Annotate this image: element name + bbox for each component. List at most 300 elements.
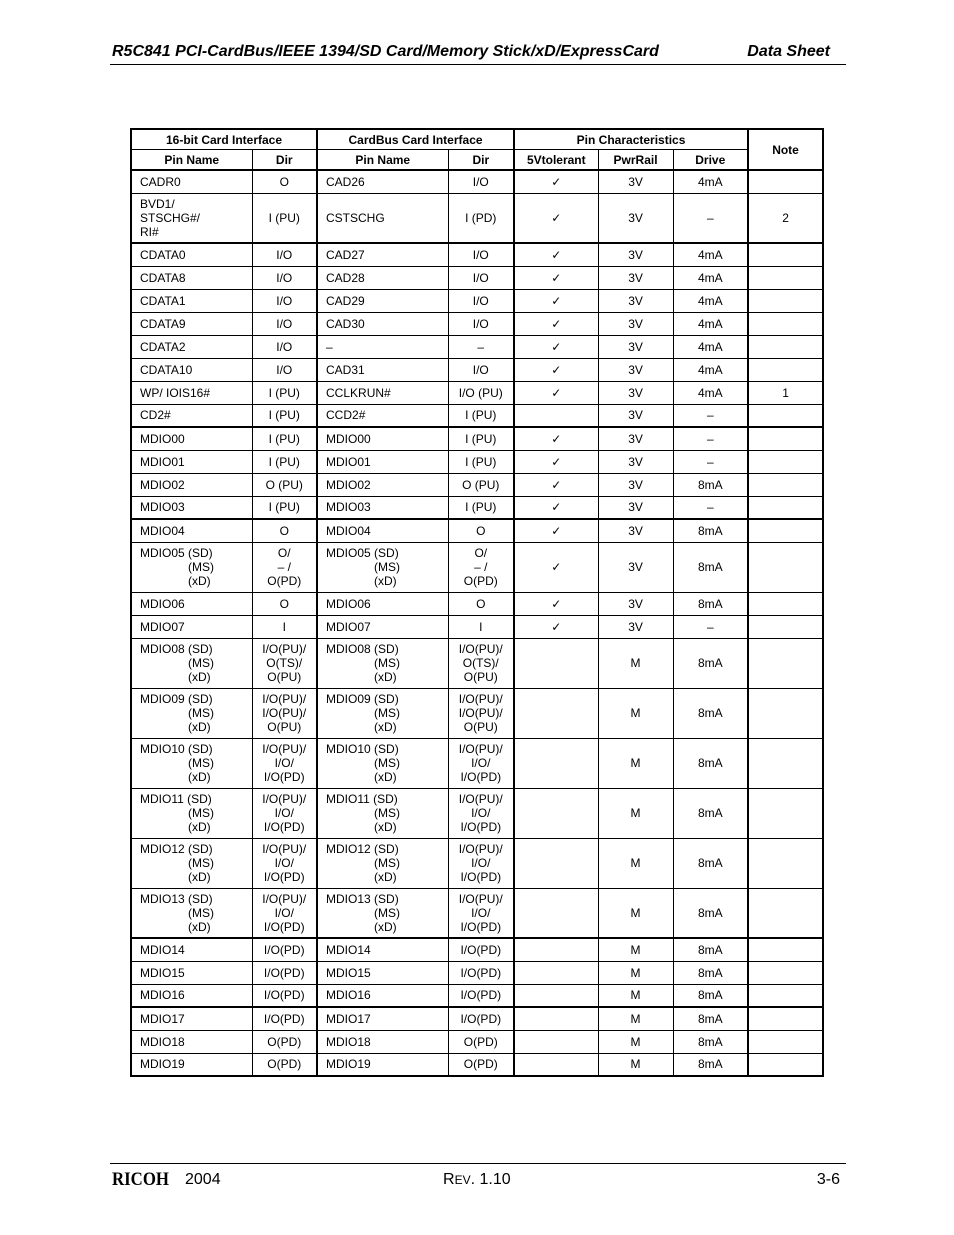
dir-16bit-line: I (PU) [268, 454, 300, 469]
tolerant-check [514, 838, 598, 888]
rev-small: EV [454, 1173, 471, 1187]
dir-cardbus-line: O [476, 596, 486, 611]
pin-name-cardbus [317, 638, 448, 688]
drive: – [673, 193, 748, 243]
dir-cardbus [448, 1030, 514, 1053]
pin-name-cardbus-line: (xD) [374, 770, 397, 784]
dir-16bit-line: I/O/ [274, 806, 294, 820]
dir-cardbus-line: I/O/ [471, 856, 491, 870]
pin-name-cardbus [317, 193, 448, 243]
pin-name-16bit [131, 838, 252, 888]
dir-16bit [252, 519, 317, 542]
note [748, 542, 823, 592]
dir-cardbus [448, 335, 514, 358]
pin-name-cardbus [317, 688, 448, 738]
pin-name-16bit [131, 170, 252, 193]
page-footer [110, 1163, 846, 1188]
pin-name-16bit-line: MDIO07 [140, 619, 185, 634]
pin-name-16bit-line: (xD) [188, 574, 211, 588]
dir-cardbus-line: I/O(PU)/ [458, 792, 503, 806]
pin-name-16bit-line: CDATA2 [140, 339, 186, 354]
pwr-rail: M [598, 838, 673, 888]
pwr-rail: 3V [598, 427, 673, 450]
drive: – [673, 496, 748, 519]
dir-cardbus [448, 938, 514, 961]
note [748, 738, 823, 788]
table-row [131, 266, 823, 289]
pin-name-cardbus [317, 496, 448, 519]
drive: 4mA [673, 289, 748, 312]
dir-cardbus-line: I (PU) [465, 454, 497, 469]
pin-name-16bit-line: (xD) [188, 770, 211, 784]
dir-cardbus-line: I (PU) [465, 431, 497, 446]
pwr-rail: M [598, 788, 673, 838]
dir-cardbus [448, 888, 514, 938]
pin-name-cardbus [317, 1030, 448, 1053]
dir-cardbus-line: – [477, 339, 485, 354]
pin-name-16bit-line: MDIO00 [140, 431, 185, 446]
pin-name-16bit [131, 615, 252, 638]
dir-16bit-line: I/O(PD) [263, 988, 305, 1003]
pin-name-16bit [131, 1007, 252, 1030]
drive: 4mA [673, 312, 748, 335]
pin-name-16bit [131, 738, 252, 788]
dir-cardbus-line: O(PU) [463, 670, 498, 684]
note [748, 1007, 823, 1030]
note [748, 1053, 823, 1076]
pin-name-16bit [131, 788, 252, 838]
dir-cardbus [448, 984, 514, 1007]
pwr-rail: 3V [598, 404, 673, 427]
note [748, 788, 823, 838]
dir-cardbus-line: O/ [474, 546, 488, 560]
note [748, 289, 823, 312]
pin-name-cardbus-line: (xD) [374, 820, 397, 834]
pin-name-cardbus-line: CSTSCHG [326, 210, 385, 225]
pin-name-cardbus [317, 381, 448, 404]
pin-name-16bit [131, 427, 252, 450]
pin-name-16bit-line: (xD) [188, 670, 211, 684]
dir-cardbus [448, 1007, 514, 1030]
pin-name-cardbus [317, 358, 448, 381]
dir-cardbus-line: – / [474, 560, 488, 574]
column-header-5vtolerant: 5Vtolerant [514, 150, 598, 171]
pin-name-cardbus [317, 170, 448, 193]
pwr-rail: 3V [598, 542, 673, 592]
dir-cardbus-line: I/O(PU)/ [458, 692, 503, 706]
dir-cardbus [448, 738, 514, 788]
dir-cardbus-line: I/O [472, 247, 489, 262]
pwr-rail: M [598, 638, 673, 688]
column-header-pwrrail: PwrRail [598, 150, 673, 171]
pwr-rail: 3V [598, 519, 673, 542]
tolerant-check [514, 738, 598, 788]
table-row [131, 1053, 823, 1076]
table-row [131, 289, 823, 312]
pin-name-16bit-line: MDIO19 [140, 1057, 185, 1072]
dir-16bit-line: O [279, 174, 289, 189]
pin-name-16bit-line: MDIO05 (SD) [140, 546, 213, 560]
tolerant-check: ✓ [514, 427, 598, 450]
pin-name-16bit-line: CDATA9 [140, 316, 186, 331]
note [748, 519, 823, 542]
pin-name-cardbus-line: – [326, 339, 333, 354]
note [748, 961, 823, 984]
tolerant-check: ✓ [514, 243, 598, 266]
drive: 4mA [673, 335, 748, 358]
table-row [131, 788, 823, 838]
tolerant-check: ✓ [514, 519, 598, 542]
pin-name-16bit [131, 381, 252, 404]
pin-name-cardbus-line: CAD28 [326, 270, 365, 285]
dir-16bit [252, 1007, 317, 1030]
dir-16bit [252, 638, 317, 688]
pin-name-16bit-line: (xD) [188, 870, 211, 884]
dir-16bit [252, 404, 317, 427]
pin-name-16bit [131, 473, 252, 496]
table-row [131, 615, 823, 638]
dir-16bit [252, 984, 317, 1007]
tolerant-check [514, 788, 598, 838]
dir-cardbus [448, 496, 514, 519]
pin-name-cardbus-line: (MS) [374, 706, 401, 720]
dir-16bit-line: I/O(PD) [263, 965, 305, 980]
pin-name-16bit [131, 1053, 252, 1076]
note [748, 312, 823, 335]
note [748, 838, 823, 888]
pin-name-cardbus [317, 888, 448, 938]
drive: 8mA [673, 519, 748, 542]
table-row [131, 984, 823, 1007]
column-header-pin-name-16bit: Pin Name [131, 150, 252, 171]
dir-16bit-line: I/O(PD) [263, 770, 305, 784]
dir-16bit-line: O (PU) [265, 477, 303, 492]
column-header-pin-name-cardbus: Pin Name [317, 150, 448, 171]
column-header-drive: Drive [673, 150, 748, 171]
pin-name-16bit-line: CDATA1 [140, 293, 186, 308]
dir-16bit-line: I [282, 619, 286, 634]
note [748, 592, 823, 615]
note [748, 473, 823, 496]
dir-16bit-line: I/O(PD) [263, 820, 305, 834]
drive: 8mA [673, 688, 748, 738]
dir-16bit-line: I/O/ [274, 756, 294, 770]
footer-revision [443, 1171, 511, 1189]
pin-name-cardbus-line: MDIO15 [326, 965, 371, 980]
dir-cardbus [448, 688, 514, 738]
pin-name-16bit-line: (MS) [188, 756, 214, 770]
pin-name-cardbus-line: MDIO02 [326, 477, 371, 492]
table-row [131, 381, 823, 404]
note [748, 335, 823, 358]
pin-name-cardbus-line: MDIO18 [326, 1034, 371, 1049]
pin-name-16bit [131, 312, 252, 335]
pin-name-cardbus-line: (MS) [374, 905, 401, 920]
pin-name-cardbus-line: (xD) [374, 574, 397, 588]
tolerant-check: ✓ [514, 615, 598, 638]
pin-name-16bit-line: CDATA10 [140, 362, 193, 377]
pin-name-cardbus-line: CAD26 [326, 174, 365, 189]
note [748, 496, 823, 519]
dir-cardbus-line: I/O(PD) [460, 965, 502, 980]
tolerant-check: ✓ [514, 473, 598, 496]
dir-16bit-line: I/O(PU)/ [262, 706, 307, 720]
pin-name-cardbus-line: (xD) [374, 720, 397, 734]
pin-name-16bit-line: MDIO06 [140, 596, 185, 611]
dir-16bit-line: O [279, 523, 289, 538]
table-row [131, 938, 823, 961]
dir-16bit-line: I/O/ [274, 856, 294, 870]
dir-cardbus [448, 838, 514, 888]
pin-name-cardbus-line: (xD) [374, 919, 397, 934]
pin-name-16bit [131, 289, 252, 312]
pin-name-cardbus-line: MDIO06 [326, 596, 371, 611]
pin-name-16bit-line: MDIO11 (SD) [140, 792, 212, 806]
tolerant-check [514, 1053, 598, 1076]
pin-name-16bit [131, 1030, 252, 1053]
drive: 4mA [673, 170, 748, 193]
pin-name-16bit [131, 938, 252, 961]
pin-name-cardbus-line: MDIO16 [326, 988, 371, 1003]
dir-16bit [252, 615, 317, 638]
dir-cardbus [448, 404, 514, 427]
pwr-rail: 3V [598, 592, 673, 615]
drive: 8mA [673, 838, 748, 888]
pin-name-cardbus-line: MDIO05 (SD) [326, 546, 399, 560]
dir-cardbus [448, 170, 514, 193]
note [748, 170, 823, 193]
pin-name-16bit-line: MDIO10 (SD) [140, 742, 213, 756]
dir-16bit [252, 381, 317, 404]
pin-name-cardbus-line: MDIO08 (SD) [326, 642, 399, 656]
pin-name-16bit-line: (xD) [188, 820, 211, 834]
drive: 8mA [673, 473, 748, 496]
pin-name-16bit [131, 888, 252, 938]
note: 1 [748, 381, 823, 404]
note [748, 243, 823, 266]
drive: 8mA [673, 592, 748, 615]
drive: 8mA [673, 888, 748, 938]
dir-16bit-line: I/O [276, 247, 293, 262]
dir-16bit-line: O [279, 596, 289, 611]
pin-name-16bit-line: MDIO03 [140, 500, 185, 515]
pwr-rail: 3V [598, 473, 673, 496]
pin-name-cardbus-line: MDIO00 [326, 431, 371, 446]
pin-name-cardbus-line: MDIO13 (SD) [326, 891, 399, 906]
table-row [131, 335, 823, 358]
dir-cardbus [448, 615, 514, 638]
dir-cardbus-line: I (PD) [465, 210, 497, 225]
pin-name-cardbus-line: MDIO11 (SD) [326, 792, 398, 806]
tolerant-check: ✓ [514, 450, 598, 473]
pin-name-cardbus [317, 450, 448, 473]
tolerant-check [514, 984, 598, 1007]
dir-cardbus [448, 961, 514, 984]
note [748, 638, 823, 688]
tolerant-check: ✓ [514, 170, 598, 193]
pin-name-16bit-line: MDIO09 (SD) [140, 692, 213, 706]
dir-cardbus-line: O(PD) [463, 1057, 498, 1072]
pin-name-cardbus [317, 1007, 448, 1030]
table-row [131, 838, 823, 888]
tolerant-check: ✓ [514, 193, 598, 243]
drive: 8mA [673, 1053, 748, 1076]
dir-16bit-line: I/O [276, 270, 293, 285]
document-title: R5C841 PCI-CardBus/IEEE 1394/SD Card/Memory Stick/xD/ExpressCard [112, 43, 659, 60]
pin-name-cardbus [317, 788, 448, 838]
dir-16bit-line: O(PD) [267, 1034, 302, 1049]
pin-name-cardbus-line: (MS) [374, 560, 401, 574]
dir-16bit-line: I/O(PU)/ [262, 692, 307, 706]
dir-cardbus-line: I/O(PU)/ [458, 706, 503, 720]
tolerant-check [514, 1007, 598, 1030]
pin-name-16bit [131, 961, 252, 984]
dir-16bit [252, 738, 317, 788]
pin-name-cardbus [317, 519, 448, 542]
pin-name-16bit-line: MDIO18 [140, 1034, 185, 1049]
footer-year: 2004 [185, 1171, 221, 1188]
pin-name-16bit-line: MDIO17 [140, 1011, 185, 1026]
pwr-rail: 3V [598, 358, 673, 381]
pin-name-16bit [131, 243, 252, 266]
drive: 4mA [673, 266, 748, 289]
pin-name-16bit-line: CADR0 [140, 174, 181, 189]
pin-name-cardbus-line: CCLKRUN# [326, 385, 391, 400]
note [748, 358, 823, 381]
dir-cardbus-line: I/O(PD) [460, 870, 502, 884]
pin-name-cardbus [317, 404, 448, 427]
drive: 8mA [673, 1030, 748, 1053]
pin-name-16bit [131, 592, 252, 615]
pin-name-16bit-line: (MS) [188, 905, 214, 920]
pwr-rail: M [598, 961, 673, 984]
tolerant-check: ✓ [514, 358, 598, 381]
dir-16bit-line: I/O(PD) [263, 870, 305, 884]
pin-name-16bit-line: MDIO16 [140, 988, 185, 1003]
pin-name-16bit-line: MDIO14 [140, 942, 185, 957]
drive: 8mA [673, 542, 748, 592]
dir-16bit-line: O(TS)/ [266, 656, 303, 670]
pin-name-cardbus-line: CAD30 [326, 316, 365, 331]
pin-name-cardbus-line: CAD29 [326, 293, 365, 308]
pin-name-16bit-line: MDIO01 [140, 454, 185, 469]
dir-cardbus [448, 542, 514, 592]
pin-name-16bit-line: CDATA0 [140, 247, 186, 262]
dir-cardbus-line: I (PU) [465, 500, 497, 515]
pin-name-cardbus [317, 838, 448, 888]
dir-cardbus [448, 473, 514, 496]
pin-name-cardbus-line: MDIO01 [326, 454, 371, 469]
dir-cardbus-line: I/O/ [471, 806, 491, 820]
pin-name-16bit-line: (xD) [188, 720, 211, 734]
dir-16bit [252, 938, 317, 961]
tolerant-check: ✓ [514, 289, 598, 312]
dir-16bit-line: O(PD) [267, 574, 302, 588]
group-header-pin-characteristics: Pin Characteristics [514, 129, 748, 150]
dir-cardbus [448, 592, 514, 615]
pin-name-cardbus-line: MDIO03 [326, 500, 371, 515]
pwr-rail: 3V [598, 193, 673, 243]
dir-cardbus [448, 638, 514, 688]
table-row [131, 243, 823, 266]
column-header-note: Note [748, 129, 823, 170]
dir-cardbus [448, 427, 514, 450]
pin-name-cardbus [317, 1053, 448, 1076]
note [748, 404, 823, 427]
column-header-dir-cardbus: Dir [448, 150, 514, 171]
note [748, 888, 823, 938]
pwr-rail: M [598, 888, 673, 938]
rev-prefix: R [443, 1171, 455, 1188]
pwr-rail: 3V [598, 243, 673, 266]
pin-name-16bit-line: MDIO12 (SD) [140, 842, 213, 856]
dir-16bit [252, 1030, 317, 1053]
table-row [131, 404, 823, 427]
pin-name-cardbus-line: (MS) [374, 856, 401, 870]
dir-16bit-line: I/O(PD) [263, 942, 305, 957]
note [748, 266, 823, 289]
pin-name-16bit [131, 688, 252, 738]
pin-name-16bit-line: (MS) [188, 806, 214, 820]
pin-name-16bit-line: WP/ IOIS16# [140, 385, 211, 400]
dir-16bit [252, 496, 317, 519]
pwr-rail: M [598, 1053, 673, 1076]
pin-name-16bit-line: CDATA8 [140, 270, 186, 285]
dir-cardbus-line: I/O(PD) [460, 942, 502, 957]
pin-name-cardbus-line: CAD31 [326, 362, 365, 377]
pin-name-cardbus [317, 938, 448, 961]
pwr-rail: M [598, 938, 673, 961]
tolerant-check [514, 1030, 598, 1053]
tolerant-check: ✓ [514, 266, 598, 289]
dir-cardbus-line: O(PD) [463, 1034, 498, 1049]
pin-name-16bit [131, 266, 252, 289]
dir-16bit [252, 592, 317, 615]
pin-name-16bit [131, 519, 252, 542]
pin-name-cardbus [317, 592, 448, 615]
table-row [131, 1030, 823, 1053]
dir-cardbus-line: I/O(PD) [460, 770, 502, 784]
pin-name-cardbus [317, 266, 448, 289]
dir-16bit [252, 838, 317, 888]
dir-cardbus-line: I/O(PU)/ [458, 742, 503, 756]
dir-cardbus-line: I/O [472, 293, 489, 308]
dir-16bit [252, 312, 317, 335]
table-row [131, 961, 823, 984]
dir-cardbus [448, 266, 514, 289]
dir-cardbus-line: O [476, 523, 486, 538]
table-row [131, 193, 823, 243]
pin-name-cardbus-line: (MS) [374, 806, 401, 820]
dir-16bit-line: I (PU) [268, 431, 300, 446]
dir-cardbus-line: I/O/ [471, 905, 491, 920]
pin-name-16bit-line: MDIO08 (SD) [140, 642, 213, 656]
dir-16bit [252, 450, 317, 473]
tolerant-check: ✓ [514, 381, 598, 404]
pin-name-16bit [131, 404, 252, 427]
drive: 8mA [673, 1007, 748, 1030]
dir-16bit-line: I/O [276, 316, 293, 331]
ricoh-logo [112, 1169, 170, 1188]
pin-name-cardbus [317, 473, 448, 496]
pin-name-16bit [131, 542, 252, 592]
pwr-rail: M [598, 1007, 673, 1030]
table-row [131, 592, 823, 615]
pin-name-cardbus [317, 427, 448, 450]
dir-cardbus-line: I/O [472, 362, 489, 377]
group-header-16bit: 16-bit Card Interface [131, 129, 317, 150]
pin-name-16bit-line: BVD1/ [140, 196, 175, 211]
